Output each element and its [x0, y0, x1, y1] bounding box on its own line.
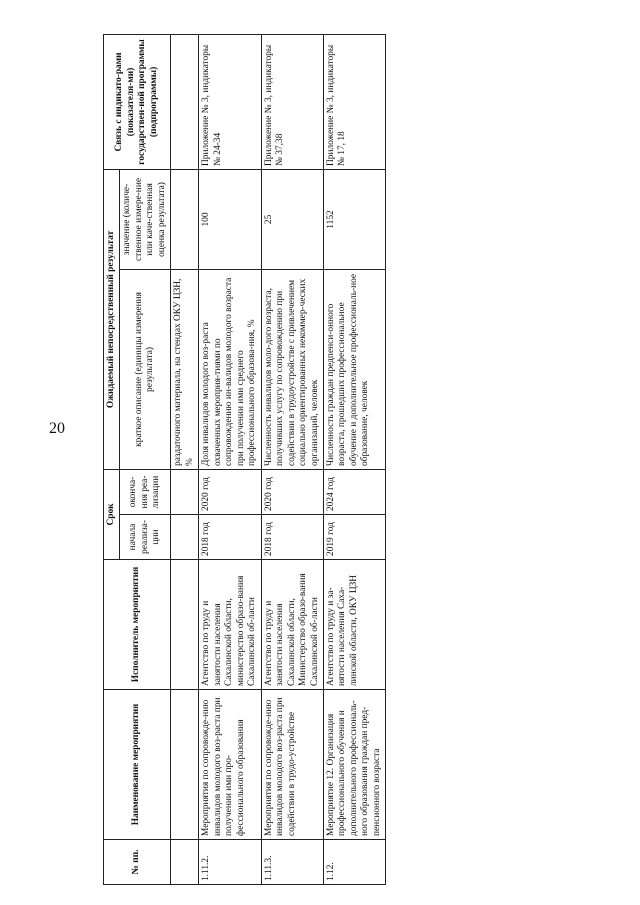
cell-start: 2018 год	[261, 515, 323, 560]
cell-result-desc: раздаточного материала, на стендах ОКУ ЦЗН, %	[171, 269, 199, 469]
cell-link: Приложение № 3, индикаторы № 37,38	[261, 34, 323, 169]
cell-name: Мероприятия по сопровожде-нию инвалидов молодого воз-раста при получении ими про-фессионального образования	[199, 690, 261, 840]
cell-empty	[171, 690, 199, 840]
cell-end: 2020 год	[261, 469, 323, 514]
cell-name: Мероприятие 12. Организация профессионального обучения и дополнительного профессиональ-ного образования граждан пред-пенсионного возраста	[323, 690, 385, 840]
cell-num: 1.11.2.	[199, 840, 261, 885]
cell-result-desc: Численность инвалидов моло-дого возраста, получивших услугу по сопровождению при содействии в трудоустройстве с привлечением социально ориентированных некоммер-ческих организаций, человек	[261, 269, 323, 469]
measures-table	[103, 34, 386, 885]
page-number: 20	[49, 420, 65, 437]
header-name: Наименование мероприятия	[104, 690, 171, 840]
cell-result-value: 100	[199, 169, 261, 269]
header-row-1	[104, 34, 120, 884]
cell-result-value: 1152	[323, 169, 385, 269]
cell-link: Приложение № 3, индикаторы № 24-34	[199, 34, 261, 169]
cell-executor: Агентство по труду и за-нятости населения Саха-линской области, ОКУ ЦЗН	[323, 560, 385, 690]
cell-num: 1.12.	[323, 840, 385, 885]
header-executor: Исполнитель мероприятия	[104, 560, 171, 690]
cell-num: 1.11.3.	[261, 840, 323, 885]
header-term-end: оконча-ния реа-лизации	[120, 469, 171, 514]
cell-empty	[171, 169, 199, 269]
header-link: Связь с индикато-рами (показателя-ми) государствен-ной программы (подпрограммы)	[104, 34, 171, 169]
cell-result-desc: Численность граждан предпенси-онного возраста, прошедших профессиональное обучение и дополнительное профессиональ-ное образование, человек	[323, 269, 385, 469]
cell-empty	[171, 34, 199, 169]
table-row	[323, 34, 385, 884]
cell-executor: Агентство по труду и занятости населения Сахалинской области, министерство образо-вания Сахалинской об-ласти	[199, 560, 261, 690]
cell-empty	[171, 515, 199, 560]
cell-result-value: 25	[261, 169, 323, 269]
table-row-continuation	[171, 34, 199, 884]
header-term-start: начала реализа-ции	[120, 515, 171, 560]
cell-result-desc: Доля инвалидов молодого воз-раста охваченных мероприя-тиями по сопровождению ин-валидов молодого возраста при получении ими среднего профессионального образова-ния, %	[199, 269, 261, 469]
cell-start: 2019 год	[323, 515, 385, 560]
cell-end: 2024 год	[323, 469, 385, 514]
header-term: Срок	[104, 469, 120, 559]
table-row	[199, 34, 261, 884]
table-row	[261, 34, 323, 884]
cell-executor: Агентство по труду и занятости населения Сахалинской области, Министерство образо-вания Сахалинской об-ласти	[261, 560, 323, 690]
rotated-table-container	[103, 35, 609, 885]
cell-empty	[171, 840, 199, 885]
header-result-desc: краткое описание (единицы измерения результата)	[120, 269, 171, 469]
header-result: Ожидаемый непосредственный результат	[104, 169, 120, 469]
cell-name: Мероприятия по сопровожде-нию инвалидов молодого воз-раста при содействии в трудо-устройстве	[261, 690, 323, 840]
cell-empty	[171, 560, 199, 690]
cell-empty	[171, 469, 199, 514]
cell-end: 2020 год	[199, 469, 261, 514]
header-result-value: значение (количе-ственное измере-ние или каче-ственная оценка результата)	[120, 169, 171, 269]
cell-link: Приложение № 3, индикаторы № 17, 18	[323, 34, 385, 169]
cell-start: 2018 год	[199, 515, 261, 560]
header-num: № пп.	[104, 840, 171, 885]
